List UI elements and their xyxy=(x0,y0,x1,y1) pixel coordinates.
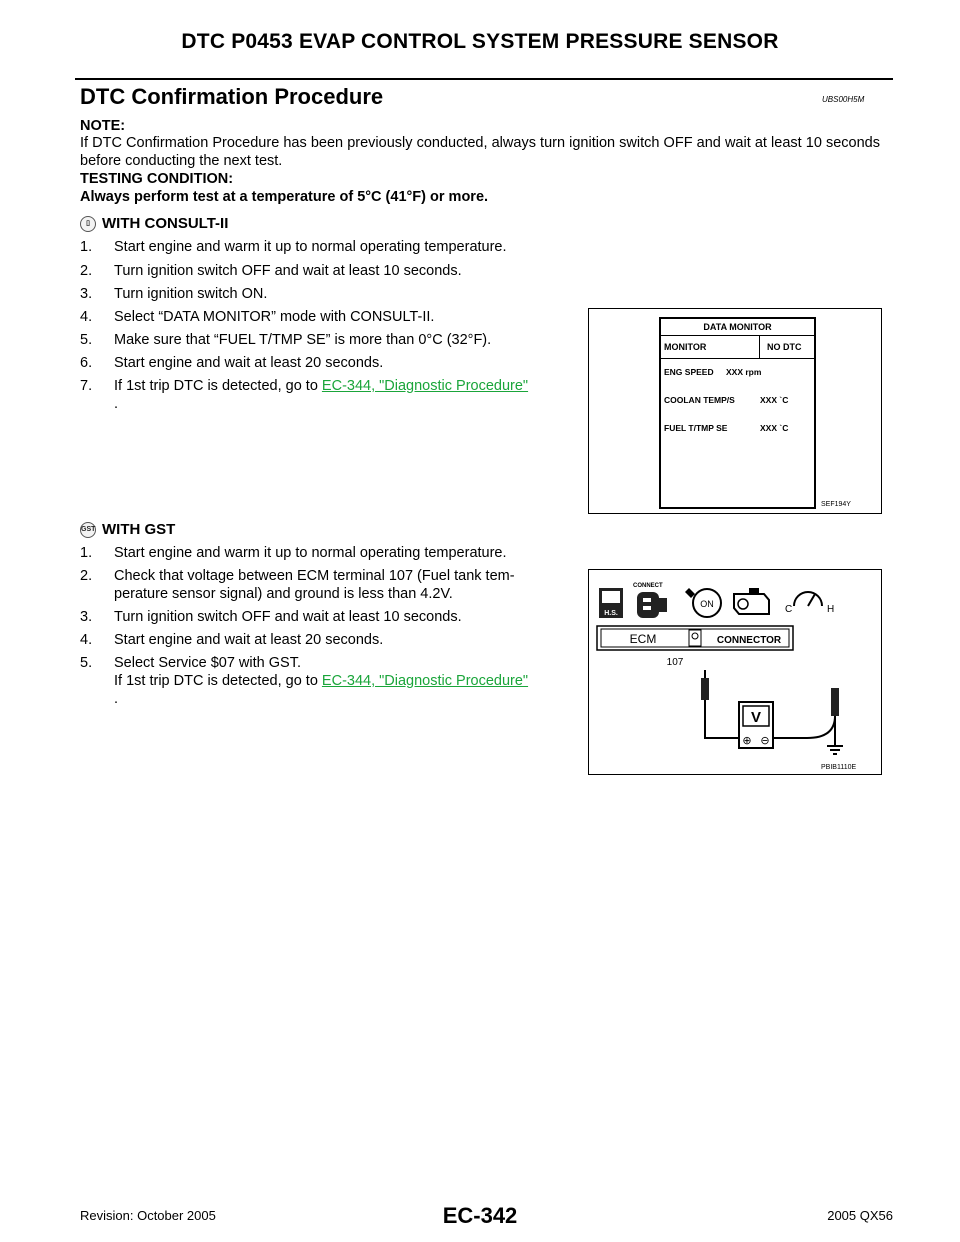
gst-step-5: 5. Select Service $07 with GST. If 1st trip DTC is detected, go to EC-344, "Diagnostic Procedure" . xyxy=(80,655,529,707)
svg-text:⊖: ⊖ xyxy=(760,734,770,747)
header-rule xyxy=(75,78,893,80)
data-row-eng-speed: ENG SPEED XXX rpm xyxy=(664,367,762,377)
data-monitor-header-row xyxy=(661,336,814,359)
no-dtc-label: NO DTC xyxy=(767,342,802,352)
temperature-gauge-icon xyxy=(785,592,834,615)
svg-text:⊕: ⊕ xyxy=(742,734,752,747)
consult-title: WITH CONSULT-II xyxy=(102,215,229,232)
svg-text:H: H xyxy=(827,604,835,615)
ignition-key-icon xyxy=(685,588,721,617)
consult-step-1: 1. Start engine and warm it up to normal operating temperature. xyxy=(80,239,507,255)
note-text: If DTC Confirmation Procedure has been previously conducted, always turn ignition switch OFF and wait at least 10 seconds before conducting the next test. xyxy=(80,135,880,169)
connect-plug-icon xyxy=(633,583,667,618)
figure1-code: SEF194Y xyxy=(821,501,851,508)
consult-heading xyxy=(80,215,228,232)
consult-step-3: 3. Turn ignition switch ON. xyxy=(80,286,268,302)
testing-condition-text: Always perform test at a temperature of 5°C (41°F) or more. xyxy=(80,189,489,205)
testing-condition-label: TESTING CONDITION: xyxy=(80,171,234,187)
footer-model: 2005 QX56 xyxy=(827,1208,893,1223)
gst-title: WITH GST xyxy=(102,521,176,538)
terminal-107-label: 107 xyxy=(666,657,684,668)
figure2-code: PBIB1110E xyxy=(821,764,857,771)
gst-step-3: 3. Turn ignition switch OFF and wait at least 10 seconds. xyxy=(80,609,462,625)
ecm-connector xyxy=(597,626,793,668)
diagnostic-procedure-link-gst[interactable]: EC-344, "Diagnostic Procedure" xyxy=(321,673,529,689)
positive-probe xyxy=(701,678,709,700)
engine-icon xyxy=(734,588,769,614)
ecm-voltage-diagram xyxy=(589,570,881,774)
header-divider xyxy=(759,336,760,358)
data-monitor-screen xyxy=(659,317,816,509)
consult-step-5: 5. Make sure that “FUEL T/TMP SE” is more than 0°C (32°F). xyxy=(80,332,492,348)
negative-probe xyxy=(831,688,839,716)
hs-icon xyxy=(599,588,623,618)
data-row-fuel-tmp: FUEL T/TMP SE XXX `C xyxy=(664,423,789,433)
consult-step-2: 2. Turn ignition switch OFF and wait at least 10 seconds. xyxy=(80,263,462,279)
data-monitor-figure xyxy=(588,308,882,514)
data-row-coolan-temp: COOLAN TEMP/S XXX `C xyxy=(664,395,789,405)
voltmeter-icon xyxy=(739,702,773,748)
svg-text:ON: ON xyxy=(700,599,714,609)
gst-step-2: 2. Check that voltage between ECM terminal 107 (Fuel tank tem- perature sensor signal) and ground is less than 4.2V. xyxy=(80,568,515,602)
footer-revision: Revision: October 2005 xyxy=(80,1208,216,1223)
section-code: UBS00H5M xyxy=(822,95,865,104)
gst-step-4: 4. Start engine and wait at least 20 seconds. xyxy=(80,632,384,648)
page-header: DTC P0453 EVAP CONTROL SYSTEM PRESSURE SENSOR xyxy=(181,30,779,53)
ecm-label: ECM xyxy=(629,632,657,646)
diagnostic-procedure-link[interactable]: EC-344, "Diagnostic Procedure" xyxy=(321,378,529,394)
svg-text:V: V xyxy=(750,709,762,726)
ecm-voltage-figure xyxy=(588,569,882,775)
ground-symbol xyxy=(827,716,843,754)
monitor-col-label: MONITOR xyxy=(664,342,707,352)
svg-text:H.S.: H.S. xyxy=(604,610,618,617)
gst-step-1: 1. Start engine and warm it up to normal operating temperature. xyxy=(80,545,507,561)
consult-step-7: 7. If 1st trip DTC is detected, go to EC-344, "Diagnostic Procedure" . xyxy=(80,378,529,412)
data-monitor-title: DATA MONITOR xyxy=(661,319,814,336)
section-title: DTC Confirmation Procedure xyxy=(80,84,384,109)
svg-text:C: C xyxy=(785,604,793,615)
consult-step-4: 4. Select “DATA MONITOR” mode with CONSULT-II. xyxy=(80,309,435,325)
connector-label: CONNECTOR xyxy=(716,635,782,646)
svg-text:CONNECT: CONNECT xyxy=(633,583,663,589)
consult-step-6: 6. Start engine and wait at least 20 seconds. xyxy=(80,355,384,371)
consult-icon: ▯ xyxy=(80,216,96,232)
gst-heading xyxy=(80,521,175,538)
note-label: NOTE: xyxy=(80,118,126,134)
gst-icon: GST xyxy=(80,522,96,538)
page-number: EC-342 xyxy=(442,1203,518,1228)
